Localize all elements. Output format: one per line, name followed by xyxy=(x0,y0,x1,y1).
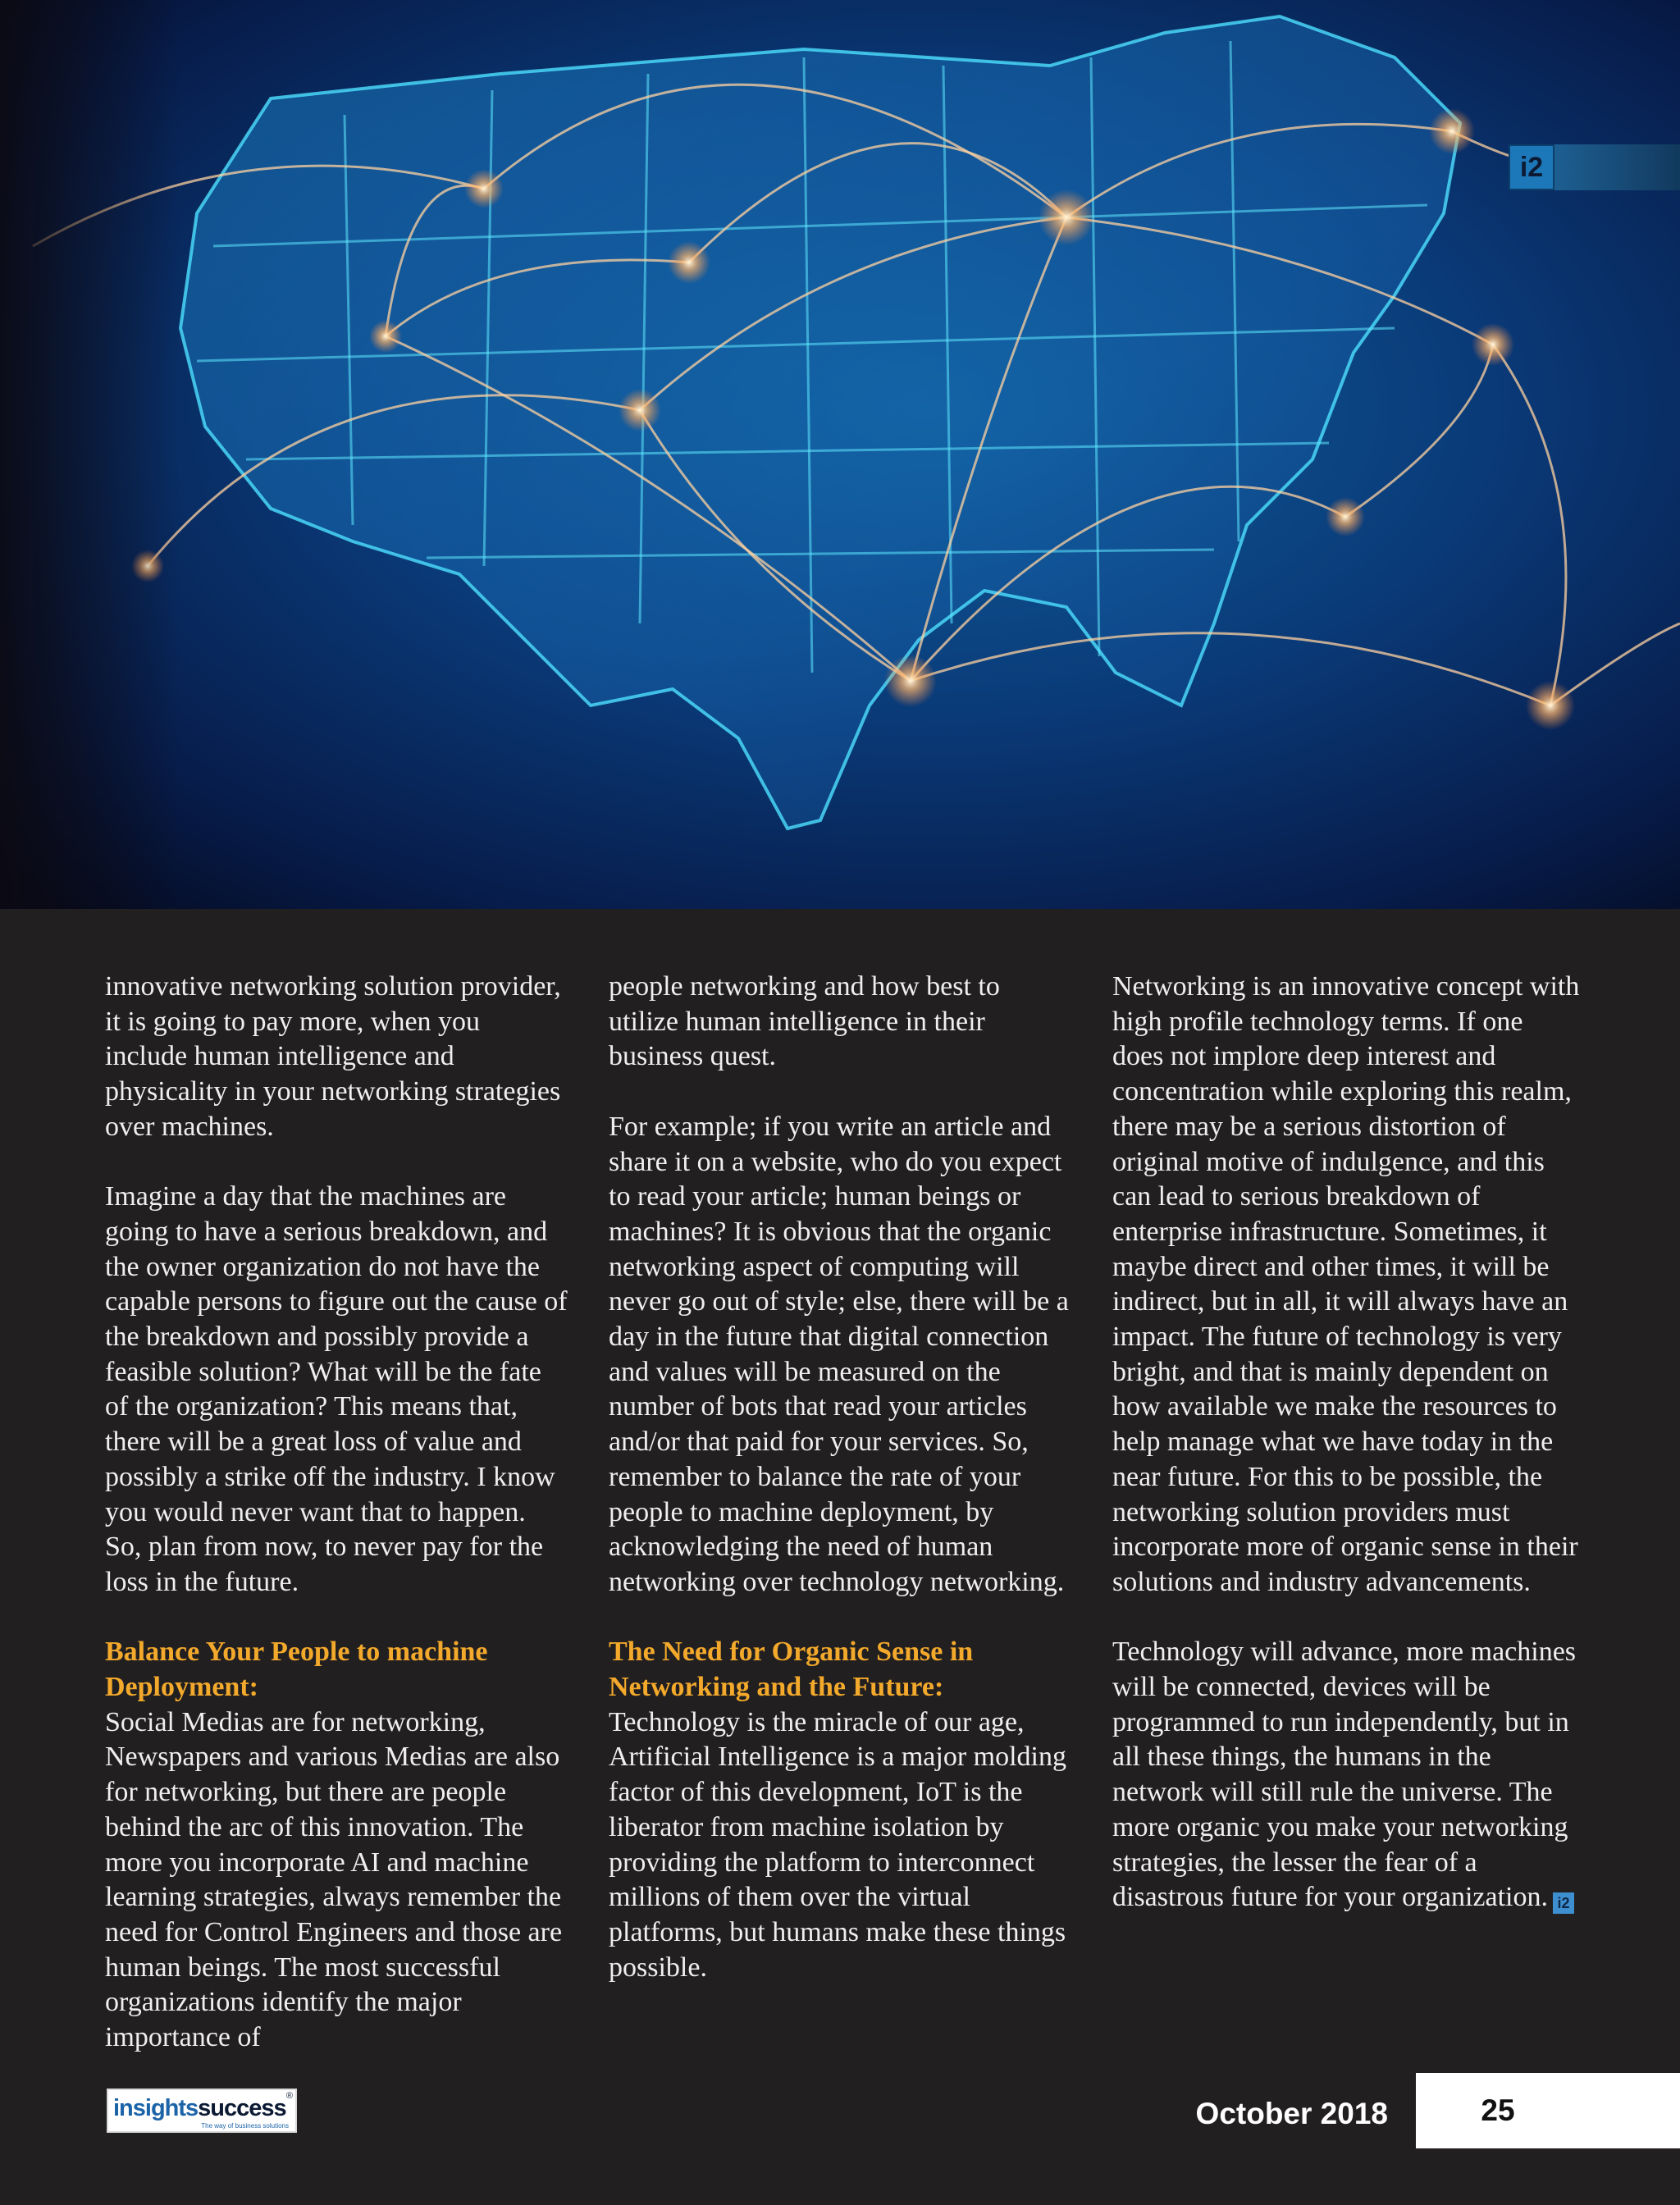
logo-part-1: insights xyxy=(113,2095,199,2121)
hero-image xyxy=(0,0,1680,909)
article-column-1 xyxy=(105,970,568,2056)
paragraph-text: Technology will advance, more machines will be connected, devices will be programmed to run independently, but in all these things, the humans in the network will still rule the universe. The more organic you make your networking strategies, the lesser the fear of a disastrous future for your organization. xyxy=(1112,1637,1577,1913)
paragraph: innovative networking solution provider, it is going to pay more, when you include human intelligence and physicality in your networking strategies over machines. xyxy=(105,971,561,1142)
article-column-2 xyxy=(609,970,1072,1985)
i2-logo-badge: i2 xyxy=(1509,144,1554,190)
paragraph: Networking is an innovative concept with high profile technology terms. If one does not implore deep interest and concentration while exploring this realm, there may be a serious distortion of original motive of indulgence, and this can lead to serious breakdown of enterprise infrastructure. Sometimes, it maybe direct and other times, it will be indirect, but in all, it will always have an impact. The future of technology is very bright, and that is mainly dependent on how available we make the resources to help manage what we have today in the near future. For this to be possible, the networking solution providers must incorporate more of organic sense in their solutions and industry advancements. xyxy=(1112,971,1580,1597)
paragraph: people networking and how best to utilize human intelligence in their business quest. xyxy=(609,971,1000,1072)
badge-strip xyxy=(1554,144,1680,190)
end-of-article-icon: i2 xyxy=(1553,1892,1574,1914)
section-heading: Balance Your People to machine Deployment: xyxy=(105,1637,488,1703)
registered-mark: ® xyxy=(285,2091,293,2101)
paragraph: Technology is the miracle of our age, Artificial Intelligence is a major molding factor of this development, IoT is the liberator from machine isolation by providing the platform to interconnect millions of them over the virtual platforms, but humans make these things possible. xyxy=(609,1706,1066,1983)
paragraph xyxy=(1112,1635,1580,1915)
page-number: 25 xyxy=(1481,2093,1515,2127)
logo-tagline: The way of business solutions xyxy=(201,2122,289,2130)
paragraph: Social Medias are for networking, Newspapers and various Medias are also for networking, but there are people behind the arc of this innovation. The more you incorporate AI and machine learning strategies, always remember the need for Control Engineers and those are human beings. The most successful organizations identify the major importance of xyxy=(105,1706,563,2053)
paragraph: Imagine a day that the machines are going to have a serious breakdown, and the owner organization do not have the capable persons to figure out the cause of the breakdown and possibly provide a feasible solution? What will be the fate of the organization? This means that, there will be a great loss of value and possibly a strike off the industry. I know you would never want that to happen. So, plan from now, to never pay for the loss in the future. xyxy=(105,1181,568,1597)
publisher-logo xyxy=(107,2089,297,2133)
section-heading: The Need for Organic Sense in Networking and the Future: xyxy=(609,1637,974,1703)
article-column-3 xyxy=(1112,970,1580,1915)
page-number-box xyxy=(1416,2073,1680,2148)
logo-part-2: success xyxy=(198,2095,286,2121)
logo-wordmark xyxy=(113,2095,286,2122)
usa-network-map-image xyxy=(0,0,1680,909)
paragraph: For example; if you write an article and share it on a website, who do you expect to read your article; human beings or machines? It is obvious that the organic networking aspect of computing will never go out of style; else, there will be a day in the future that digital connection and values will be measured on the number of bots that read your articles and/or that paid for your services. So, remember to balance the rate of your people to machine deployment, by acknowledging the need of human networking over technology networking. xyxy=(609,1111,1069,1597)
issue-date: October 2018 xyxy=(1195,2097,1388,2130)
